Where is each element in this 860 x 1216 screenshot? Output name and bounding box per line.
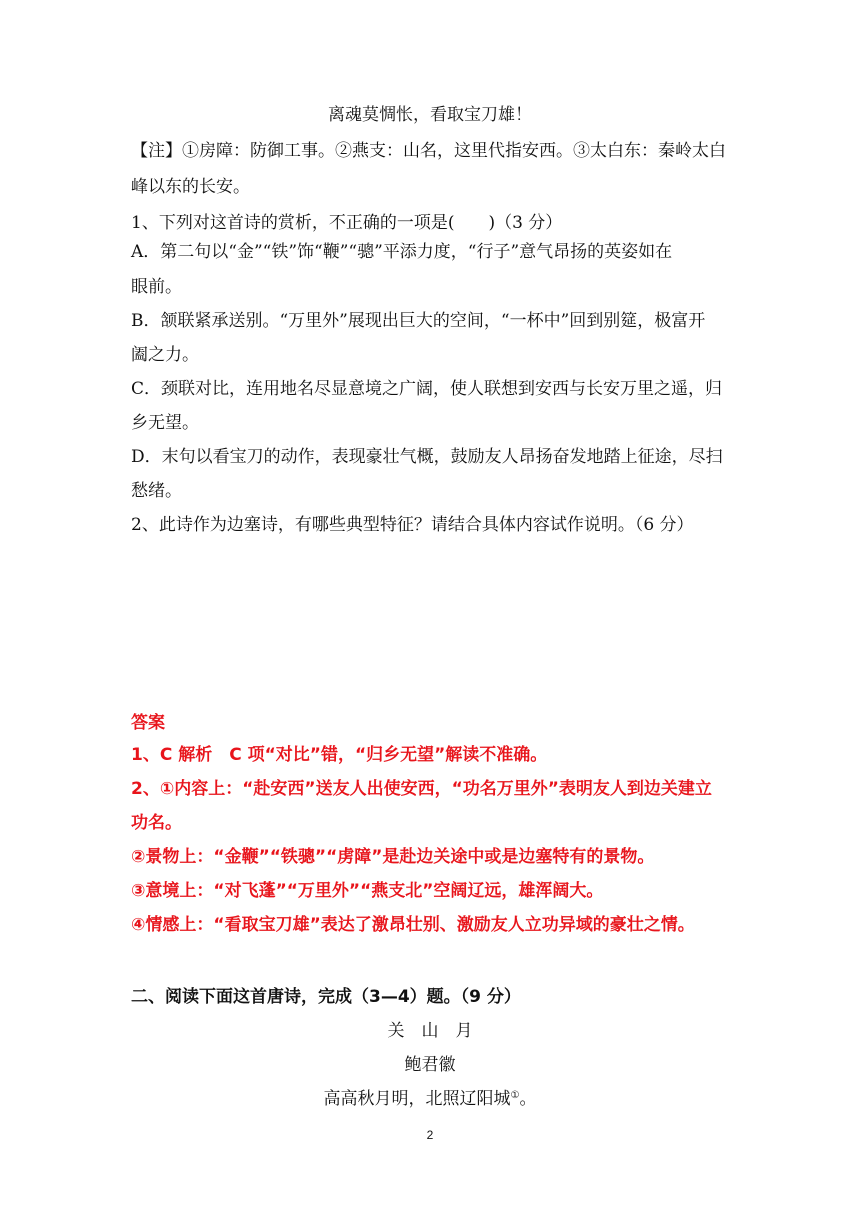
answer-2-line-3: ②景物上：“金鞭”“铁骢”“虏障”是赴边关途中或是边塞特有的景物。 <box>131 847 655 867</box>
question-2: 2、此诗作为边塞诗，有哪些典型特征？请结合具体内容试作说明。（6 分） <box>131 515 694 535</box>
poem-2-line-1-end: 。 <box>519 1089 537 1109</box>
note-line-1 <box>131 140 726 162</box>
poem-2-author: 鲍君徽 <box>404 1055 456 1075</box>
poem1-last-line: 离魂莫惆怅，看取宝刀雄！ <box>328 105 532 125</box>
answer-2-line-5: ④情感上：“看取宝刀雄”表达了激昂壮别、激励友人立功异域的豪壮之情。 <box>131 915 695 935</box>
answer-2-line-2: 功名。 <box>131 813 182 833</box>
option-a-line-1: A．第二句以“金”“铁”饰“鞭”“骢”平添力度，“行子”意气昂扬的英姿如在 <box>131 242 673 262</box>
option-a-line-2: 眼前。 <box>131 277 182 297</box>
option-d-line-2: 愁绪。 <box>131 481 182 501</box>
answer-2-line-4: ③意境上：“对飞蓬”“万里外”“燕支北”空阔辽远，雄浑阔大。 <box>131 881 604 901</box>
poem-2-line-1 <box>0 1088 860 1110</box>
note-tag: 【注】 <box>131 141 182 161</box>
section-2-heading: 二、阅读下面这首唐诗，完成（3—4）题。（9 分） <box>131 987 521 1007</box>
footnote-mark: ① <box>510 1090 520 1101</box>
note-line-2: 峰以东的长安。 <box>131 177 250 197</box>
poem-2-title: 关 山 月 <box>387 1021 473 1041</box>
option-d-line-1: D．末句以看宝刀的动作，表现豪壮气概，鼓励友人昂扬奋发地踏上征途，尽扫 <box>131 447 723 467</box>
option-b-line-1: B．颔联紧承送别。“万里外”展现出巨大的空间，“一杯中”回到别筵，极富开 <box>131 311 706 331</box>
answer-title: 答案 <box>131 713 165 733</box>
answer-2-line-1: 2、①内容上：“赴安西”送友人出使安西，“功名万里外”表明友人到边关建立 <box>131 779 712 799</box>
option-c-line-1: C．颈联对比，连用地名尽显意境之广阔，使人联想到安西与长安万里之遥，归 <box>131 379 723 399</box>
note-text-1: ①房障：防御工事。②燕支：山名，这里代指安西。③太白东：秦岭太白 <box>182 141 726 161</box>
option-b-line-2: 阖之力。 <box>131 345 199 365</box>
option-c-line-2: 乡无望。 <box>131 413 199 433</box>
page-number: 2 <box>426 1128 434 1142</box>
answer-1: 1、C 解析 C 项“对比”错，“归乡无望”解读不准确。 <box>131 745 548 765</box>
poem-2-line-1-text: 高高秋月明，北照辽阳城 <box>323 1089 511 1109</box>
question-1: 1、下列对这首诗的赏析，不正确的一项是( )（3 分） <box>131 213 563 233</box>
